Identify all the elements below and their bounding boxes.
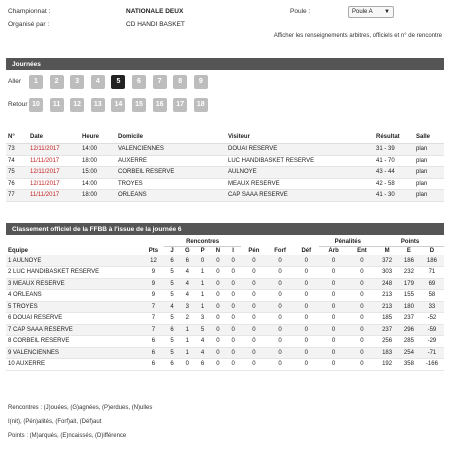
match-date: 12/11/2017	[28, 167, 80, 179]
standings-row	[6, 290, 444, 302]
standings-e: 179	[398, 278, 420, 290]
match-visiteur: AULNOYE	[226, 167, 374, 179]
organise-label: Organisé par :	[8, 21, 50, 28]
standings-def: 0	[293, 347, 319, 359]
standings-pen: 0	[241, 347, 267, 359]
journee-button-16[interactable]: 16	[153, 98, 167, 112]
standings-p: 1	[195, 278, 210, 290]
points-group-header: Points	[376, 238, 444, 247]
standings-e: 180	[398, 301, 420, 313]
match-date: 12/11/2017	[28, 178, 80, 190]
match-salle[interactable]: plan	[414, 190, 444, 202]
standings-pts: 9	[143, 278, 165, 290]
match-num: 76	[6, 178, 28, 190]
standings-def: 0	[293, 290, 319, 302]
standings-p: 0	[195, 255, 210, 267]
standings-n: 0	[210, 255, 225, 267]
standings-arb: 0	[319, 255, 347, 267]
standings-g: 6	[180, 255, 195, 267]
standings-pts: 6	[143, 359, 165, 371]
standings-forf: 0	[267, 267, 293, 279]
standings-def: 0	[293, 278, 319, 290]
standings-arb: 0	[319, 347, 347, 359]
standings-d: 69	[420, 278, 444, 290]
standings-e: 237	[398, 313, 420, 325]
standings-def: 0	[293, 359, 319, 371]
match-num: 77	[6, 190, 28, 202]
standings-d: -59	[420, 324, 444, 336]
col-num: N°	[6, 131, 28, 144]
col-i: I	[226, 247, 241, 256]
standings-j: 5	[164, 267, 179, 279]
standings-i: 0	[226, 278, 241, 290]
standings-i: 0	[226, 301, 241, 313]
standings-n: 0	[210, 313, 225, 325]
standings-row	[6, 359, 444, 371]
match-visiteur: MEAUX RESERVE	[226, 178, 374, 190]
standings-pts: 7	[143, 301, 165, 313]
standings-pen: 0	[241, 301, 267, 313]
col-e: E	[398, 247, 420, 256]
standings-e: 186	[398, 255, 420, 267]
standings-pen: 0	[241, 324, 267, 336]
standings-j: 5	[164, 336, 179, 348]
standings-ent: 0	[348, 336, 376, 348]
journee-button-11[interactable]: 11	[50, 98, 64, 112]
standings-d: 58	[420, 290, 444, 302]
standings-m: 183	[376, 347, 398, 359]
legend-penalites: I(nit), (Pén)alités, (Forf)ait, (Déf)aut	[8, 419, 102, 425]
retour-row	[8, 98, 444, 112]
match-resultat[interactable]: 41 - 70	[374, 155, 414, 167]
standings-forf: 0	[267, 255, 293, 267]
match-domicile: TROYES	[116, 178, 226, 190]
match-num: 75	[6, 167, 28, 179]
standings-row	[6, 347, 444, 359]
standings-pen: 0	[241, 267, 267, 279]
match-resultat[interactable]: 31 - 39	[374, 144, 414, 156]
standings-j: 4	[164, 301, 179, 313]
standings-pts: 6	[143, 347, 165, 359]
standings-j: 5	[164, 278, 179, 290]
standings-d: -166	[420, 359, 444, 371]
standings-team: 10 AUXERRE	[6, 359, 143, 371]
standings-forf: 0	[267, 336, 293, 348]
journee-button-6[interactable]: 6	[132, 75, 146, 89]
standings-n: 0	[210, 278, 225, 290]
match-row	[6, 155, 444, 167]
standings-pts: 7	[143, 324, 165, 336]
match-num: 73	[6, 144, 28, 156]
standings-pts: 7	[143, 313, 165, 325]
match-num: 74	[6, 155, 28, 167]
col-j: J	[164, 247, 179, 256]
standings-d: -52	[420, 313, 444, 325]
legend-points: Points : (M)arqués, (E)ncaissés, (D)ifférence	[8, 433, 127, 439]
standings-team: 1 AULNOYE	[6, 255, 143, 267]
rencontres-group-header: Rencontres	[164, 238, 240, 247]
standings-ent: 0	[348, 313, 376, 325]
standings-arb: 0	[319, 290, 347, 302]
standings-forf: 0	[267, 301, 293, 313]
standings-ent: 0	[348, 324, 376, 336]
standings-m: 213	[376, 290, 398, 302]
col-salle: Salle	[414, 131, 444, 144]
championnat-value: NATIONALE DEUX	[126, 8, 184, 15]
journee-button-4[interactable]: 4	[91, 75, 105, 89]
legend-rencontres: Rencontres : (J)ouées, (G)agnées, (P)erdues, (N)ulles	[8, 405, 153, 411]
standings-row	[6, 278, 444, 290]
standings-n: 0	[210, 347, 225, 359]
standings-team: 3 MEAUX RESERVE	[6, 278, 143, 290]
retour-label: Retour	[8, 101, 28, 108]
standings-i: 0	[226, 324, 241, 336]
standings-m: 303	[376, 267, 398, 279]
aller-row	[8, 75, 444, 89]
standings-m: 256	[376, 336, 398, 348]
match-heure: 14:00	[80, 178, 116, 190]
match-visiteur: LUC HANDIBASKET RESERVE	[226, 155, 374, 167]
standings-m: 237	[376, 324, 398, 336]
standings-row	[6, 336, 444, 348]
col-p: P	[195, 247, 210, 256]
standings-header: Classement officiel de la FFBB à l'issue de la journée 6	[6, 223, 444, 235]
standings-e: 285	[398, 336, 420, 348]
standings-i: 0	[226, 347, 241, 359]
match-domicile: CORBEIL RESERVE	[116, 167, 226, 179]
standings-m: 192	[376, 359, 398, 371]
standings-pen: 0	[241, 255, 267, 267]
journee-button-1[interactable]: 1	[29, 75, 43, 89]
standings-team: 9 VALENCIENNES	[6, 347, 143, 359]
match-row	[6, 144, 444, 156]
standings-ent: 0	[348, 267, 376, 279]
standings-e: 155	[398, 290, 420, 302]
standings-i: 0	[226, 255, 241, 267]
standings-row	[6, 313, 444, 325]
standings-g: 4	[180, 278, 195, 290]
standings-i: 0	[226, 336, 241, 348]
standings-ent: 0	[348, 255, 376, 267]
organise-value: CD HANDI BASKET	[126, 21, 185, 28]
standings-row	[6, 301, 444, 313]
standings-m: 185	[376, 313, 398, 325]
standings-p: 4	[195, 336, 210, 348]
standings-j: 5	[164, 290, 179, 302]
match-domicile: VALENCIENNES	[116, 144, 226, 156]
col-m: M	[376, 247, 398, 256]
standings-g: 2	[180, 313, 195, 325]
standings-arb: 0	[319, 359, 347, 371]
standings-arb: 0	[319, 313, 347, 325]
match-visiteur: CAP SAAA RESERVE	[226, 190, 374, 202]
standings-ent: 0	[348, 359, 376, 371]
col-equipe: Equipe	[6, 247, 143, 256]
standings-team: 8 CORBEIL RESERVE	[6, 336, 143, 348]
standings-ent: 0	[348, 347, 376, 359]
chevron-down-icon: ▼	[384, 9, 390, 15]
standings-ent: 0	[348, 301, 376, 313]
standings-p: 5	[195, 324, 210, 336]
col-visiteur: Visiteur	[226, 131, 374, 144]
match-salle[interactable]: plan	[414, 144, 444, 156]
standings-d: 186	[420, 255, 444, 267]
match-visiteur: DOUAI RESERVE	[226, 144, 374, 156]
standings-e: 254	[398, 347, 420, 359]
standings-e: 358	[398, 359, 420, 371]
standings-arb: 0	[319, 336, 347, 348]
standings-g: 1	[180, 347, 195, 359]
match-heure: 15:00	[80, 167, 116, 179]
match-row	[6, 190, 444, 202]
match-salle[interactable]: plan	[414, 167, 444, 179]
col-d: D	[420, 247, 444, 256]
standings-g: 1	[180, 336, 195, 348]
standings-g: 3	[180, 301, 195, 313]
match-row	[6, 178, 444, 190]
match-date: 11/11/2017	[28, 190, 80, 202]
match-date: 11/11/2017	[28, 155, 80, 167]
standings-pen: 0	[241, 313, 267, 325]
journee-button-3[interactable]: 3	[70, 75, 84, 89]
standings-pen: 0	[241, 359, 267, 371]
col-def: Déf	[293, 247, 319, 256]
standings-i: 0	[226, 290, 241, 302]
standings-team: 7 CAP SAAA RESERVE	[6, 324, 143, 336]
standings-m: 372	[376, 255, 398, 267]
standings-def: 0	[293, 255, 319, 267]
match-resultat[interactable]: 42 - 58	[374, 178, 414, 190]
poule-select-value: Poule A	[352, 9, 373, 15]
standings-d: 33	[420, 301, 444, 313]
standings-forf: 0	[267, 359, 293, 371]
standings-i: 0	[226, 313, 241, 325]
championnat-label: Championnat :	[8, 8, 51, 15]
standings-n: 0	[210, 267, 225, 279]
journee-button-7[interactable]: 7	[153, 75, 167, 89]
journee-button-8[interactable]: 8	[173, 75, 187, 89]
standings-g: 4	[180, 290, 195, 302]
col-domicile: Domicile	[116, 131, 226, 144]
match-heure: 14:00	[80, 144, 116, 156]
standings-d: -29	[420, 336, 444, 348]
standings-i: 0	[226, 359, 241, 371]
journee-button-14[interactable]: 14	[111, 98, 125, 112]
journee-button-5[interactable]: 5	[111, 75, 125, 89]
match-salle[interactable]: plan	[414, 178, 444, 190]
col-pen: Pén	[241, 247, 267, 256]
col-date: Date	[28, 131, 80, 144]
standings-pen: 0	[241, 336, 267, 348]
standings-pts: 9	[143, 267, 165, 279]
col-pts: Pts	[143, 247, 165, 256]
standings-row	[6, 255, 444, 267]
standings-n: 0	[210, 290, 225, 302]
standings-arb: 0	[319, 278, 347, 290]
standings-g: 4	[180, 267, 195, 279]
standings-pts: 9	[143, 290, 165, 302]
poule-select[interactable]	[348, 6, 394, 18]
standings-forf: 0	[267, 347, 293, 359]
championship-info	[8, 6, 444, 46]
standings-j: 5	[164, 347, 179, 359]
standings-forf: 0	[267, 278, 293, 290]
standings-m: 213	[376, 301, 398, 313]
standings-forf: 0	[267, 324, 293, 336]
col-g: G	[180, 247, 195, 256]
standings-j: 6	[164, 359, 179, 371]
standings-arb: 0	[319, 324, 347, 336]
col-forf: Forf	[267, 247, 293, 256]
standings-e: 232	[398, 267, 420, 279]
col-arb: Arb	[319, 247, 347, 256]
standings-pen: 0	[241, 278, 267, 290]
standings-d: -71	[420, 347, 444, 359]
standings-p: 1	[195, 267, 210, 279]
standings-table	[6, 238, 444, 371]
standings-team: 4 ORLEANS	[6, 290, 143, 302]
journee-button-17[interactable]: 17	[173, 98, 187, 112]
standings-def: 0	[293, 324, 319, 336]
standings-p: 1	[195, 290, 210, 302]
show-officials-link[interactable]: Afficher les renseignements arbitres, officiels et n° de rencontre	[273, 33, 442, 39]
standings-def: 0	[293, 313, 319, 325]
poule-label: Poule :	[290, 8, 311, 15]
match-date: 12/11/2017	[28, 144, 80, 156]
standings-team: 6 DOUAI RESERVE	[6, 313, 143, 325]
col-heure: Heure	[80, 131, 116, 144]
standings-def: 0	[293, 336, 319, 348]
standings-pts: 6	[143, 336, 165, 348]
standings-j: 6	[164, 324, 179, 336]
journee-button-2[interactable]: 2	[50, 75, 64, 89]
col-ent: Ent	[348, 247, 376, 256]
standings-g: 0	[180, 359, 195, 371]
standings-p: 6	[195, 359, 210, 371]
journee-button-13[interactable]: 13	[91, 98, 105, 112]
standings-forf: 0	[267, 290, 293, 302]
journee-button-10[interactable]: 10	[29, 98, 43, 112]
standings-j: 5	[164, 313, 179, 325]
standings-team: 2 LUC HANDIBASKET RESERVE	[6, 267, 143, 279]
journee-button-12[interactable]: 12	[70, 98, 84, 112]
journee-button-9[interactable]: 9	[194, 75, 208, 89]
match-resultat[interactable]: 43 - 44	[374, 167, 414, 179]
match-domicile: ORLEANS	[116, 190, 226, 202]
penalites-group-header: Pénalités	[319, 238, 376, 247]
standings-def: 0	[293, 301, 319, 313]
col-resultat: Résultat	[374, 131, 414, 144]
standings-n: 0	[210, 359, 225, 371]
standings-n: 0	[210, 324, 225, 336]
standings-n: 0	[210, 336, 225, 348]
journees-header: Journées	[6, 58, 444, 70]
match-resultat[interactable]: 41 - 30	[374, 190, 414, 202]
standings-m: 248	[376, 278, 398, 290]
standings-ent: 0	[348, 290, 376, 302]
standings-d: 71	[420, 267, 444, 279]
match-row	[6, 167, 444, 179]
standings-p: 1	[195, 301, 210, 313]
standings-p: 3	[195, 313, 210, 325]
match-domicile: AUXERRE	[116, 155, 226, 167]
matches-table	[6, 131, 444, 202]
standings-def: 0	[293, 267, 319, 279]
standings-pen: 0	[241, 290, 267, 302]
standings-arb: 0	[319, 267, 347, 279]
standings-p: 4	[195, 347, 210, 359]
standings-g: 1	[180, 324, 195, 336]
standings-team: 5 TROYES	[6, 301, 143, 313]
match-heure: 18:00	[80, 190, 116, 202]
standings-i: 0	[226, 267, 241, 279]
match-heure: 18:00	[80, 155, 116, 167]
standings-forf: 0	[267, 313, 293, 325]
standings-row	[6, 267, 444, 279]
aller-label: Aller	[8, 78, 22, 85]
journee-button-18[interactable]: 18	[194, 98, 208, 112]
standings-arb: 0	[319, 301, 347, 313]
col-n: N	[210, 247, 225, 256]
standings-ent: 0	[348, 278, 376, 290]
journee-button-15[interactable]: 15	[132, 98, 146, 112]
match-salle[interactable]: plan	[414, 155, 444, 167]
standings-j: 6	[164, 255, 179, 267]
standings-n: 0	[210, 301, 225, 313]
standings-pts: 12	[143, 255, 165, 267]
standings-e: 296	[398, 324, 420, 336]
standings-row	[6, 324, 444, 336]
